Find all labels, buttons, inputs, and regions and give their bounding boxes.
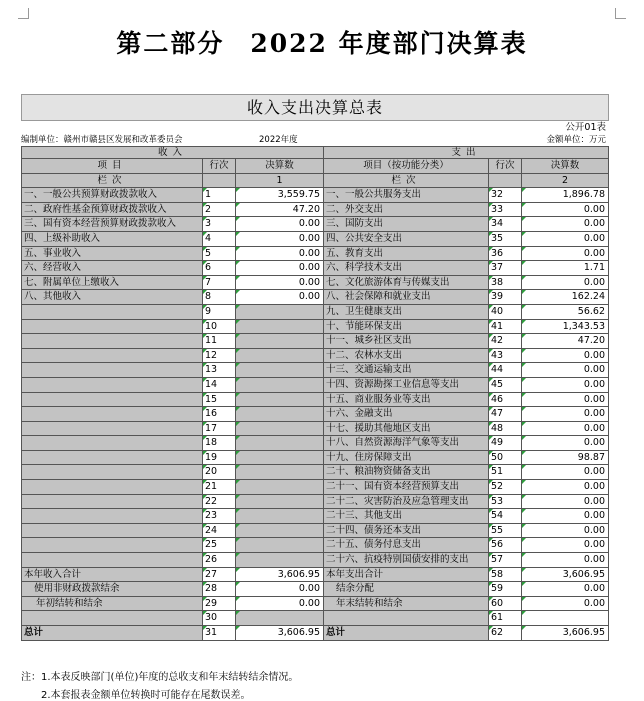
expense-item-cell: 二十五、债务付息支出 [324, 538, 489, 553]
income-amount-cell: 0.00 [236, 217, 324, 232]
income-item-cell [21, 320, 203, 335]
income-item-cell: 使用非财政拨款结余 [21, 582, 203, 597]
expense-row-no-cell: 44 [489, 363, 522, 378]
income-row-no-cell: 3 [203, 217, 236, 232]
table-row [21, 261, 609, 276]
expense-item-cell: 六、科学技术支出 [324, 261, 489, 276]
expense-amount-cell: 3,606.95 [522, 626, 609, 641]
table-row [21, 582, 609, 597]
expense-amount-cell: 0.00 [522, 232, 609, 247]
expense-item-cell: 四、公共安全支出 [324, 232, 489, 247]
income-amount-cell: 3,606.95 [236, 626, 324, 641]
income-row-no-cell: 7 [203, 276, 236, 291]
income-group-header: 收入 [21, 146, 324, 159]
income-item-cell [21, 363, 203, 378]
budget-sheet [21, 94, 609, 641]
year-label: 2022年度 [259, 135, 298, 145]
expense-amount-cell: 0.00 [522, 407, 609, 422]
expense-row-no-cell: 35 [489, 232, 522, 247]
income-item-cell: 八、其他收入 [21, 290, 203, 305]
expense-col-number: 2 [522, 174, 609, 189]
income-amount-cell: 0.00 [236, 232, 324, 247]
expense-amount-cell: 1,896.78 [522, 188, 609, 203]
income-row-no-cell: 8 [203, 290, 236, 305]
expense-amount-cell: 0.00 [522, 524, 609, 539]
income-amount-cell [236, 451, 324, 466]
table-row [21, 305, 609, 320]
income-amount-cell [236, 465, 324, 480]
expense-amount-cell: 0.00 [522, 393, 609, 408]
income-amount-cell [236, 393, 324, 408]
income-amount-cell [236, 334, 324, 349]
income-amount-cell: 3,606.95 [236, 568, 324, 583]
table-row [21, 188, 609, 203]
income-row-no-cell: 5 [203, 247, 236, 262]
income-row-no-cell: 31 [203, 626, 236, 641]
expense-amount-cell: 3,606.95 [522, 568, 609, 583]
expense-item-cell: 十、节能环保支出 [324, 320, 489, 335]
expense-amount-cell: 56.62 [522, 305, 609, 320]
expense-item-cell: 二十六、抗疫特别国债安排的支出 [324, 553, 489, 568]
table-row [21, 363, 609, 378]
income-item-cell [21, 378, 203, 393]
income-amount-header: 决算数 [236, 159, 324, 174]
income-amount-cell [236, 538, 324, 553]
table-row [21, 436, 609, 451]
income-row-no-cell: 1 [203, 188, 236, 203]
table-row [21, 480, 609, 495]
expense-row-no-cell: 54 [489, 509, 522, 524]
income-amount-cell [236, 407, 324, 422]
expense-item-cell: 年末结转和结余 [324, 597, 489, 612]
income-lanci-header: 栏次 [21, 174, 203, 189]
table-row [21, 422, 609, 437]
income-row-no-cell: 24 [203, 524, 236, 539]
income-item-cell [21, 480, 203, 495]
income-item-cell [21, 553, 203, 568]
income-row-no-cell: 29 [203, 597, 236, 612]
income-row-no-cell: 17 [203, 422, 236, 437]
income-item-cell [21, 611, 203, 626]
expense-amount-cell: 0.00 [522, 276, 609, 291]
expense-item-cell: 八、社会保障和就业支出 [324, 290, 489, 305]
expense-row-no-cell: 62 [489, 626, 522, 641]
expense-row-no-cell: 36 [489, 247, 522, 262]
income-item-cell: 四、上级补助收入 [21, 232, 203, 247]
expense-amount-cell: 0.00 [522, 480, 609, 495]
income-item-cell: 年初结转和结余 [21, 597, 203, 612]
expense-row-no-cell: 34 [489, 217, 522, 232]
currency-unit: 金额单位：万元 [546, 135, 606, 145]
income-amount-cell: 0.00 [236, 582, 324, 597]
table-row [21, 334, 609, 349]
income-amount-cell [236, 480, 324, 495]
expense-item-cell: 十一、城乡社区支出 [324, 334, 489, 349]
expense-item-cell: 二十四、债务还本支出 [324, 524, 489, 539]
page-corner-mark [18, 8, 29, 19]
expense-amount-cell: 0.00 [522, 217, 609, 232]
expense-amount-header: 决算数 [522, 159, 609, 174]
expense-row-no-cell: 55 [489, 524, 522, 539]
expense-amount-cell: 1.71 [522, 261, 609, 276]
income-item-cell: 三、国有资本经营预算财政拨款收入 [21, 217, 203, 232]
income-item-cell: 六、经营收入 [21, 261, 203, 276]
income-row-no-cell: 14 [203, 378, 236, 393]
income-item-cell [21, 451, 203, 466]
expense-item-cell: 五、教育支出 [324, 247, 489, 262]
income-item-cell: 总计 [21, 626, 203, 641]
income-row-no-cell: 6 [203, 261, 236, 276]
expense-row-no-cell: 52 [489, 480, 522, 495]
income-item-cell [21, 305, 203, 320]
table-row [21, 407, 609, 422]
expense-row-no-cell: 33 [489, 203, 522, 218]
table-row [21, 247, 609, 262]
expense-amount-cell: 0.00 [522, 465, 609, 480]
expense-amount-cell: 0.00 [522, 378, 609, 393]
income-row-no-cell: 11 [203, 334, 236, 349]
table-row [21, 290, 609, 305]
table-row [21, 393, 609, 408]
expense-item-cell: 七、文化旅游体育与传媒支出 [324, 276, 489, 291]
expense-item-cell: 总计 [324, 626, 489, 641]
expense-lanci-blank [489, 174, 522, 189]
table-row [21, 320, 609, 335]
income-amount-cell: 3,559.75 [236, 188, 324, 203]
income-row-no-cell: 23 [203, 509, 236, 524]
expense-row-no-cell: 53 [489, 495, 522, 510]
expense-row-no-cell: 49 [489, 436, 522, 451]
expense-item-cell: 十六、金融支出 [324, 407, 489, 422]
expense-row-no-cell: 58 [489, 568, 522, 583]
expense-row-no-header: 行次 [489, 159, 522, 174]
expense-row-no-cell: 32 [489, 188, 522, 203]
income-lanci-blank [203, 174, 236, 189]
table-row [21, 465, 609, 480]
income-amount-cell: 0.00 [236, 290, 324, 305]
expense-item-cell: 本年支出合计 [324, 568, 489, 583]
income-amount-cell [236, 320, 324, 335]
income-row-no-cell: 4 [203, 232, 236, 247]
expense-amount-cell: 0.00 [522, 436, 609, 451]
income-amount-cell [236, 611, 324, 626]
unit-label: 编制单位：赣州市赣县区发展和改革委员会 [21, 135, 183, 145]
table-row [21, 349, 609, 364]
expense-item-cell: 二十二、灾害防治及应急管理支出 [324, 495, 489, 510]
income-amount-cell [236, 422, 324, 437]
income-amount-cell: 0.00 [236, 276, 324, 291]
expense-amount-cell: 0.00 [522, 349, 609, 364]
expense-row-no-cell: 45 [489, 378, 522, 393]
footnote-2: 2.本套报表金额单位转换时可能存在尾数误差。 [41, 690, 251, 701]
income-col-number: 1 [236, 174, 324, 189]
table-row [21, 378, 609, 393]
income-amount-cell: 0.00 [236, 261, 324, 276]
expense-item-cell: 二十一、国有资本经营预算支出 [324, 480, 489, 495]
income-item-cell [21, 436, 203, 451]
expense-amount-cell: 0.00 [522, 509, 609, 524]
income-row-no-cell: 15 [203, 393, 236, 408]
expense-row-no-cell: 48 [489, 422, 522, 437]
expense-item-cell: 十四、资源勘探工业信息等支出 [324, 378, 489, 393]
income-row-no-cell: 30 [203, 611, 236, 626]
page-corner-mark [615, 8, 626, 19]
income-amount-cell: 47.20 [236, 203, 324, 218]
income-item-cell [21, 524, 203, 539]
expense-item-cell: 一、一般公共服务支出 [324, 188, 489, 203]
income-item-cell [21, 495, 203, 510]
expense-row-no-cell: 47 [489, 407, 522, 422]
income-row-no-cell: 18 [203, 436, 236, 451]
expense-row-no-cell: 40 [489, 305, 522, 320]
expense-amount-cell: 0.00 [522, 582, 609, 597]
expense-row-no-cell: 56 [489, 538, 522, 553]
income-amount-cell [236, 349, 324, 364]
income-row-no-cell: 22 [203, 495, 236, 510]
expense-amount-cell: 1,343.53 [522, 320, 609, 335]
table-row [21, 217, 609, 232]
expense-row-no-cell: 38 [489, 276, 522, 291]
expense-amount-cell [522, 611, 609, 626]
expense-row-no-cell: 43 [489, 349, 522, 364]
table-row [21, 626, 609, 641]
expense-item-cell: 十五、商业服务业等支出 [324, 393, 489, 408]
expense-item-cell: 十三、交通运输支出 [324, 363, 489, 378]
expense-row-no-cell: 39 [489, 290, 522, 305]
income-item-cell [21, 349, 203, 364]
table-row [21, 495, 609, 510]
income-item-cell: 二、政府性基金预算财政拨款收入 [21, 203, 203, 218]
expense-amount-cell: 98.87 [522, 451, 609, 466]
table-row [21, 597, 609, 612]
income-row-no-cell: 26 [203, 553, 236, 568]
table-row [21, 568, 609, 583]
expense-amount-cell: 162.24 [522, 290, 609, 305]
income-amount-cell [236, 363, 324, 378]
page-title [0, 24, 644, 60]
expense-item-cell [324, 611, 489, 626]
income-item-cell [21, 538, 203, 553]
expense-item-cell: 三、国防支出 [324, 217, 489, 232]
table-row [21, 276, 609, 291]
income-item-cell [21, 407, 203, 422]
table-row [21, 538, 609, 553]
expense-amount-cell: 0.00 [522, 363, 609, 378]
expense-item-cell: 二十三、其他支出 [324, 509, 489, 524]
footnote-1: 注：1.本表反映部门(单位)年度的总收支和年末结转结余情况。 [21, 672, 299, 683]
expense-row-no-cell: 42 [489, 334, 522, 349]
income-item-header: 项目 [21, 159, 203, 174]
expense-item-cell: 结余分配 [324, 582, 489, 597]
income-row-no-cell: 28 [203, 582, 236, 597]
expense-group-header: 支出 [324, 146, 609, 159]
income-item-cell [21, 393, 203, 408]
income-amount-cell [236, 524, 324, 539]
expense-row-no-cell: 41 [489, 320, 522, 335]
income-item-cell: 本年收入合计 [21, 568, 203, 583]
expense-row-no-cell: 60 [489, 597, 522, 612]
income-amount-cell: 0.00 [236, 597, 324, 612]
income-item-cell [21, 422, 203, 437]
expense-item-cell: 十七、援助其他地区支出 [324, 422, 489, 437]
expense-item-cell: 九、卫生健康支出 [324, 305, 489, 320]
expense-row-no-cell: 61 [489, 611, 522, 626]
expense-row-no-cell: 57 [489, 553, 522, 568]
form-number: 公开01表 [565, 122, 606, 133]
table-row [21, 232, 609, 247]
expense-item-cell: 十八、自然资源海洋气象等支出 [324, 436, 489, 451]
expense-amount-cell: 0.00 [522, 422, 609, 437]
income-amount-cell [236, 553, 324, 568]
expense-amount-cell: 0.00 [522, 495, 609, 510]
title-main: 2022 年度部门决算表 [250, 29, 528, 58]
income-item-cell [21, 465, 203, 480]
table-row [21, 451, 609, 466]
expense-item-header: 项目（按功能分类） [324, 159, 489, 174]
expense-lanci-header: 栏次 [324, 174, 489, 189]
expense-amount-cell: 0.00 [522, 597, 609, 612]
expense-row-no-cell: 50 [489, 451, 522, 466]
table-row [21, 509, 609, 524]
income-row-no-cell: 19 [203, 451, 236, 466]
income-amount-cell [236, 436, 324, 451]
expense-item-cell: 十九、住房保障支出 [324, 451, 489, 466]
income-row-no-cell: 27 [203, 568, 236, 583]
income-amount-cell [236, 495, 324, 510]
expense-item-cell: 十二、农林水支出 [324, 349, 489, 364]
expense-row-no-cell: 46 [489, 393, 522, 408]
income-item-cell [21, 334, 203, 349]
income-row-no-cell: 13 [203, 363, 236, 378]
income-amount-cell [236, 378, 324, 393]
table-row [21, 203, 609, 218]
income-item-cell: 五、事业收入 [21, 247, 203, 262]
expense-item-cell: 二十、粮油物资储备支出 [324, 465, 489, 480]
expense-row-no-cell: 51 [489, 465, 522, 480]
expense-row-no-cell: 37 [489, 261, 522, 276]
table-row [21, 611, 609, 626]
title-part: 第二部分 [116, 29, 225, 58]
income-amount-cell [236, 509, 324, 524]
income-row-no-cell: 20 [203, 465, 236, 480]
expense-item-cell: 二、外交支出 [324, 203, 489, 218]
expense-row-no-cell: 59 [489, 582, 522, 597]
expense-amount-cell: 0.00 [522, 247, 609, 262]
income-row-no-cell: 16 [203, 407, 236, 422]
expense-amount-cell: 47.20 [522, 334, 609, 349]
income-row-no-cell: 10 [203, 320, 236, 335]
table-row [21, 524, 609, 539]
income-row-no-header: 行次 [203, 159, 236, 174]
income-item-cell: 七、附属单位上缴收入 [21, 276, 203, 291]
table-title: 收入支出决算总表 [21, 94, 609, 121]
income-item-cell [21, 509, 203, 524]
expense-amount-cell: 0.00 [522, 553, 609, 568]
expense-amount-cell: 0.00 [522, 203, 609, 218]
income-row-no-cell: 12 [203, 349, 236, 364]
income-row-no-cell: 25 [203, 538, 236, 553]
income-row-no-cell: 9 [203, 305, 236, 320]
income-amount-cell [236, 305, 324, 320]
income-item-cell: 一、一般公共预算财政拨款收入 [21, 188, 203, 203]
table-row [21, 553, 609, 568]
income-row-no-cell: 2 [203, 203, 236, 218]
expense-amount-cell: 0.00 [522, 538, 609, 553]
table-body [21, 188, 609, 640]
income-amount-cell: 0.00 [236, 247, 324, 262]
income-row-no-cell: 21 [203, 480, 236, 495]
